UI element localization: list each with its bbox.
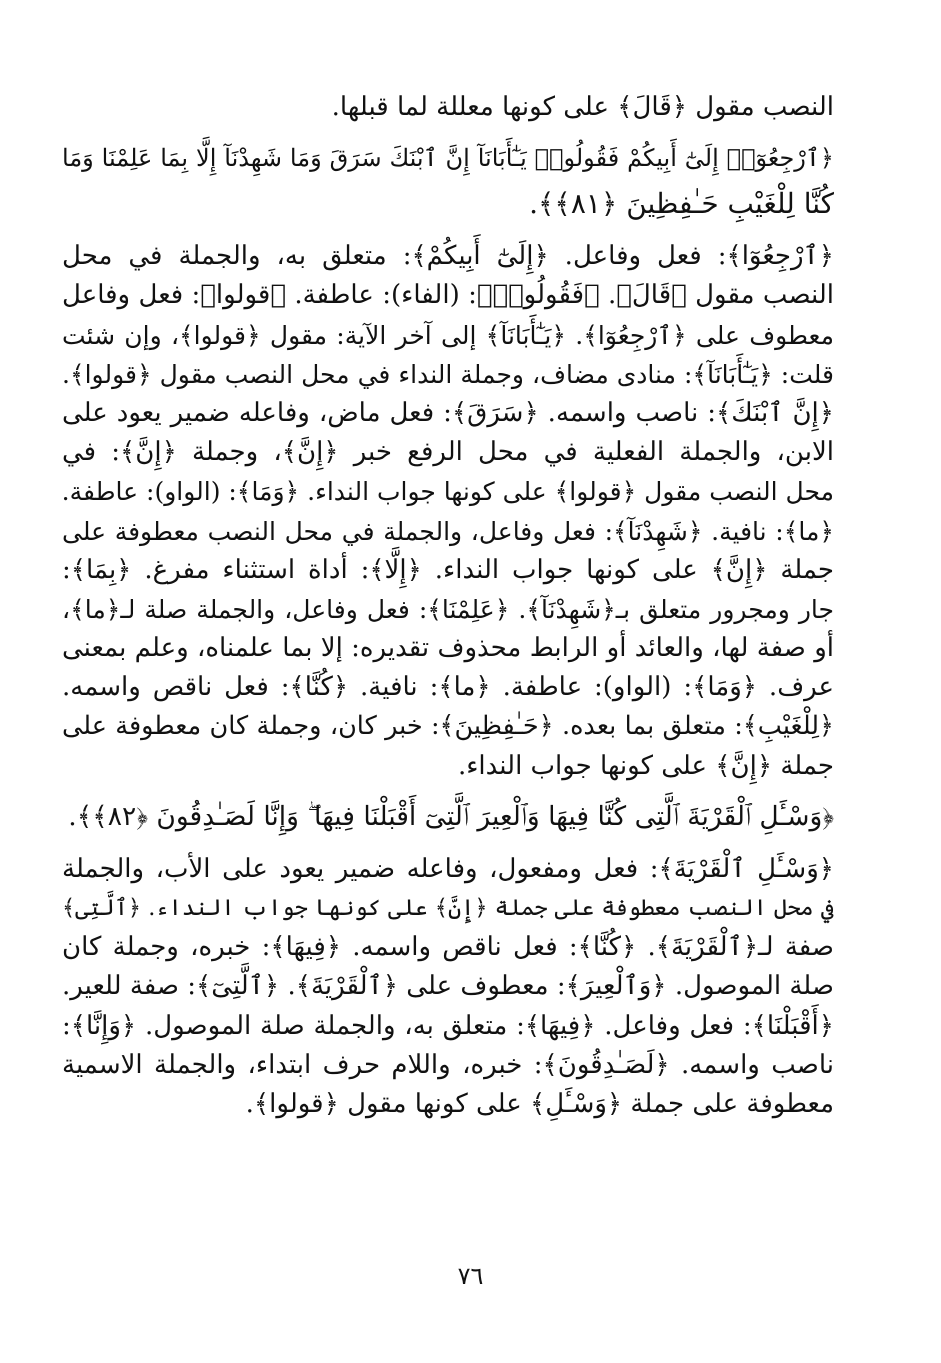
- commentary-line: جار ومجرور متعلق بـ﴿شَهِدْنَآ﴾. ﴿عَلِمْنَا﴾: فعل وفاعل، والجملة صلة لـ﴿ما﴾،: [62, 594, 834, 624]
- commentary-line: ﴿وَسْـَٔلِ ٱلْقَرْيَةَ﴾: فعل ومفعول، وفاعله ضمير يعود على الأب، والجملة: [62, 853, 834, 884]
- commentary-line: ﴿ٱرْجِعُوٓا﴾: فعل وفاعل. ﴿إِلَىٰٓ أَبِيكُمْ﴾: متعلق به، والجملة في محل: [62, 241, 834, 272]
- paragraph-line: النصب مقول ﴿قَالَ﴾ على كونها معللة لما قبلها.: [331, 92, 834, 122]
- commentary-line: ﴿إِنَّ ٱبْنَكَ﴾: ناصب واسمه. ﴿سَرَقَ﴾: فعل ماض، وفاعله ضمير يعود على: [62, 397, 834, 428]
- commentary-line: صلة الموصول. ﴿وَٱلْعِيرَ﴾: معطوف على ﴿ٱلْقَرْيَةَ﴾. ﴿ٱلَّتِىٓ﴾: صفة للعير.: [62, 971, 834, 1002]
- commentary-line: في محل النصب معطوفة على جملة ﴿إِنَّ﴾ على كونها جواب النداء. ﴿ٱلَّتِى﴾: [62, 895, 834, 921]
- commentary-line: معطوفة على جملة ﴿وَسْـَٔلِ﴾ على كونها مقول ﴿قولوا﴾.: [245, 1088, 834, 1119]
- verse-line: كُنَّا لِلْغَيْبِ حَـٰفِظِينَ ﴿٨١﴾﴾.: [529, 187, 834, 221]
- verse-81: [62, 135, 834, 227]
- verse-line: ﴿ٱرْجِعُوٓا۟ إِلَىٰٓ أَبِيكُمْ فَقُولُوا۟ يَـٰٓأَبَانَآ إِنَّ ٱبْنَكَ سَرَقَ وَمَا شَهِدْنَآ إِلَّا بِمَا عَلِمْنَا وَمَا: [62, 144, 834, 173]
- commentary-line: قلت: ﴿يَـٰٓأَبَانَآ﴾: منادى مضاف، وجملة النداء في محل النصب مقول ﴿قولوا﴾.: [62, 359, 834, 389]
- commentary-line: معطوف على ﴿ٱرْجِعُوٓا﴾. ﴿يَـٰٓأَبَانَآ﴾ إلى آخر الآية: مقول ﴿قولوا﴾، وإن شئت: [62, 320, 834, 350]
- commentary-82: [62, 850, 834, 1124]
- commentary-line: صفة لـ﴿ٱلْقَرْيَةَ﴾. ﴿كُنَّا﴾: فعل ناقص واسمه. ﴿فِيهَا﴾: خبره، وجملة كان: [62, 932, 834, 963]
- page-number: ٧٦: [457, 1262, 484, 1290]
- verse-line: ﴿وَسْـَٔلِ ٱلْقَرْيَةَ ٱلَّتِى كُنَّا فِيهَا وَٱلْعِيرَ ٱلَّتِىٓ أَقْبَلْنَا فِيهَا ۖ وَإِنَّا لَصَـٰدِقُونَ ﴿٨٢﴾﴾.: [68, 800, 834, 832]
- commentary-line: ﴿أَقْبَلْنَا﴾: فعل وفاعل. ﴿فِيهَا﴾: متعلق به، والجملة صلة الموصول. ﴿وَإِنَّا﴾:: [62, 1010, 834, 1041]
- commentary-line: أو صفة لها، والعائد أو الرابط محذوف تقديره: إلا بما علمناه، وعلم بمعنى: [62, 633, 834, 664]
- commentary-line: النصب مقول ﴿قَالَ﴾. ﴿فَقُولُوا۟﴾: (الفاء): عاطفة. ﴿قولوا﴾: فعل وفاعل: [62, 280, 834, 311]
- commentary-line: ناصب واسمه. ﴿لَصَـٰدِقُونَ﴾: خبره، واللام حرف ابتداء، والجملة الاسمية: [62, 1049, 834, 1080]
- commentary-line: جملة ﴿إِنَّ﴾ على كونها جواب النداء. ﴿إِلَّا﴾: أداة استثناء مفرغ. ﴿بِمَا﴾:: [62, 554, 834, 585]
- commentary-81: [62, 237, 834, 786]
- commentary-line: جملة ﴿إِنَّ﴾ على كونها جواب النداء.: [457, 750, 834, 781]
- commentary-line: الابن، والجملة الفعلية في محل الرفع خبر ﴿إِنَّ﴾، وجملة ﴿إِنَّ﴾: في: [62, 437, 834, 468]
- commentary-line: ﴿ما﴾: نافية. ﴿شَهِدْنَآ﴾: فعل وفاعل، والجملة في محل النصب معطوفة على: [62, 516, 834, 546]
- verse-82: [62, 794, 834, 840]
- page-body: [62, 88, 834, 1124]
- commentary-line: عرف. ﴿وَمَا﴾: (الواو): عاطفة. ﴿ما﴾: نافية. ﴿كُنَّا﴾: فعل ناقص واسمه.: [62, 672, 834, 703]
- commentary-line: ﴿لِلْغَيْبِ﴾: متعلق بما بعده. ﴿حَـٰفِظِينَ﴾: خبر كان، وجملة كان معطوفة على: [62, 711, 834, 742]
- commentary-line: محل النصب مقول ﴿قولوا﴾ على كونها جواب النداء. ﴿وَمَا﴾: (الواو): عاطفة.: [61, 477, 834, 507]
